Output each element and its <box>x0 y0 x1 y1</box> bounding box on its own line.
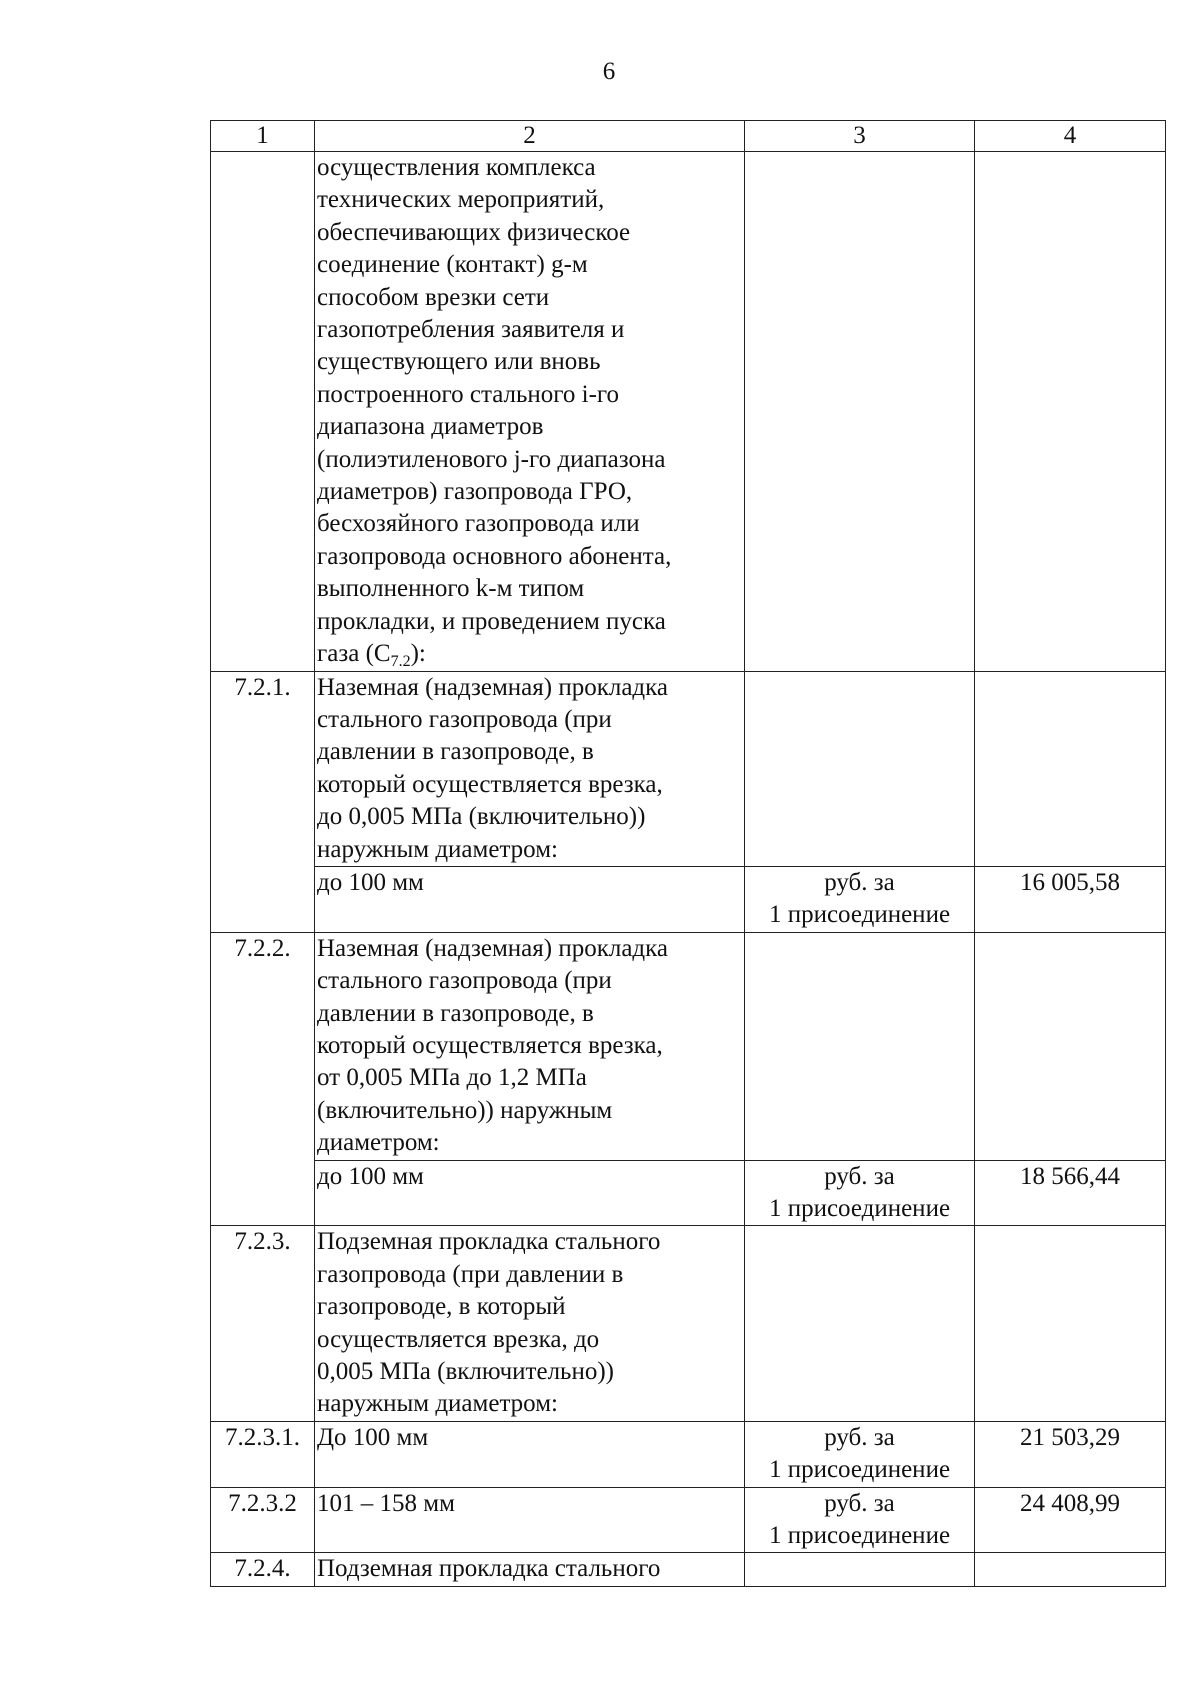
intro-last-suffix: ): <box>410 640 426 668</box>
column-header-2: 2 <box>315 121 745 152</box>
price-cell: 16 005,58 <box>975 866 1166 932</box>
table-row-7-2-3-2 <box>211 1487 1166 1553</box>
price-cell: 18 566,44 <box>975 1160 1166 1226</box>
unit-cell <box>745 1226 975 1421</box>
intro-last-line <box>317 638 742 670</box>
unit-cell <box>745 932 975 1160</box>
intro-subscript: 7.2 <box>390 653 411 671</box>
price-cell: 24 408,99 <box>975 1487 1166 1553</box>
intro-line: выполненного k-м типом <box>317 575 585 603</box>
table-row-7-2-1 <box>211 671 1166 866</box>
section-line: до 0,005 МПа (включительно)) <box>317 803 646 831</box>
unit-line-1: руб. за <box>824 1489 895 1517</box>
unit-line-2: 1 присоединение <box>768 901 951 929</box>
column-header-3: 3 <box>745 121 975 152</box>
intro-line: прокладки, и проведением пуска <box>317 607 666 635</box>
table-row-7-2-3-1 <box>211 1421 1166 1487</box>
section-line: диаметром: <box>317 1129 440 1157</box>
section-line: стального газопровода (при <box>317 967 612 995</box>
unit-line-2: 1 присоединение <box>768 1195 951 1222</box>
tariff-table <box>210 120 1166 1587</box>
price-cell <box>975 1553 1166 1586</box>
item-description: до 100 мм <box>315 1160 745 1226</box>
section-line: наружным диаметром: <box>317 1390 558 1418</box>
price-cell <box>975 932 1166 1160</box>
table-row-7-2-2 <box>211 932 1166 1160</box>
table-row-7-2-2-item <box>211 1160 1166 1226</box>
row-number-cell: 7.2.4. <box>211 1553 315 1586</box>
price-cell <box>975 152 1166 672</box>
unit-line-1: руб. за <box>824 1423 895 1451</box>
intro-line: газопотребления заявителя и <box>317 316 625 344</box>
intro-last-prefix: газа (С <box>317 640 391 668</box>
intro-description <box>315 152 745 672</box>
row-number-cell <box>211 152 315 672</box>
column-header-4: 4 <box>975 121 1166 152</box>
unit-cell <box>745 1160 975 1226</box>
price-cell <box>975 671 1166 866</box>
row-number-cell: 7.2.3.2 <box>211 1487 315 1553</box>
unit-line-2: 1 присоединение <box>768 1456 951 1484</box>
unit-cell <box>745 152 975 672</box>
unit-cell <box>745 1553 975 1586</box>
section-line: наружным диаметром: <box>317 835 558 863</box>
section-line: (включительно)) наружным <box>317 1096 613 1124</box>
section-line: газопровода (при давлении в <box>317 1260 624 1288</box>
intro-line: обеспечивающих физическое <box>317 218 631 246</box>
section-line: давлении в газопроводе, в <box>317 738 594 766</box>
section-line: Наземная (надземная) прокладка <box>317 934 669 962</box>
table-row-intro <box>211 152 1166 672</box>
price-cell: 21 503,29 <box>975 1421 1166 1487</box>
section-line: который осуществляется врезка, <box>317 770 663 798</box>
intro-line: бесхозяйного газопровода или <box>317 510 640 538</box>
row-number-cell: 7.2.2. <box>211 932 315 1226</box>
intro-line: построенного стального i-го <box>317 380 620 408</box>
unit-cell <box>745 671 975 866</box>
intro-line: соединение (контакт) g-м <box>317 251 588 279</box>
section-description <box>315 1226 745 1421</box>
intro-line: диапазона диаметров <box>317 413 544 441</box>
unit-cell <box>745 1421 975 1487</box>
price-cell <box>975 1226 1166 1421</box>
table-row-7-2-4 <box>211 1553 1166 1586</box>
unit-cell <box>745 1487 975 1553</box>
intro-line: осуществления комплекса <box>317 154 596 181</box>
intro-line: (полиэтиленового j-го диапазона <box>317 445 666 473</box>
section-line: Подземная прокладка стального <box>317 1555 661 1583</box>
page-number: 6 <box>602 58 616 85</box>
intro-line: способом врезки сети <box>317 283 550 311</box>
intro-line: диаметров) газопровода ГРО, <box>317 478 633 506</box>
unit-line-1: руб. за <box>824 868 895 896</box>
table-row-7-2-1-item <box>211 866 1166 932</box>
unit-line-2: 1 присоединение <box>768 1522 951 1550</box>
section-line: осуществляется врезка, до <box>317 1325 600 1353</box>
section-description <box>315 1553 745 1586</box>
column-header-1: 1 <box>211 121 315 152</box>
unit-line-1: руб. за <box>824 1162 895 1190</box>
intro-line: технических мероприятий, <box>317 186 605 214</box>
row-number-cell: 7.2.3. <box>211 1226 315 1421</box>
section-line: от 0,005 МПа до 1,2 МПа <box>317 1064 587 1092</box>
section-description <box>315 932 745 1160</box>
item-description: До 100 мм <box>315 1421 745 1487</box>
row-number-cell: 7.2.1. <box>211 671 315 932</box>
item-description: до 100 мм <box>315 866 745 932</box>
section-line: газопроводе, в который <box>317 1293 566 1321</box>
intro-line: существующего или вновь <box>317 348 601 376</box>
section-line: Наземная (надземная) прокладка <box>317 673 669 701</box>
section-line: Подземная прокладка стального <box>317 1228 661 1256</box>
row-number-cell: 7.2.3.1. <box>211 1421 315 1487</box>
column-number-header-row <box>211 121 1166 152</box>
section-description <box>315 671 745 866</box>
section-line: 0,005 МПа (включительно)) <box>317 1358 614 1386</box>
section-line: давлении в газопроводе, в <box>317 999 594 1027</box>
section-line: стального газопровода (при <box>317 705 612 733</box>
intro-line: газопровода основного абонента, <box>317 542 672 570</box>
table-row-7-2-3 <box>211 1226 1166 1421</box>
item-description: 101 – 158 мм <box>315 1487 745 1553</box>
unit-cell <box>745 866 975 932</box>
section-line: который осуществляется врезка, <box>317 1031 663 1059</box>
